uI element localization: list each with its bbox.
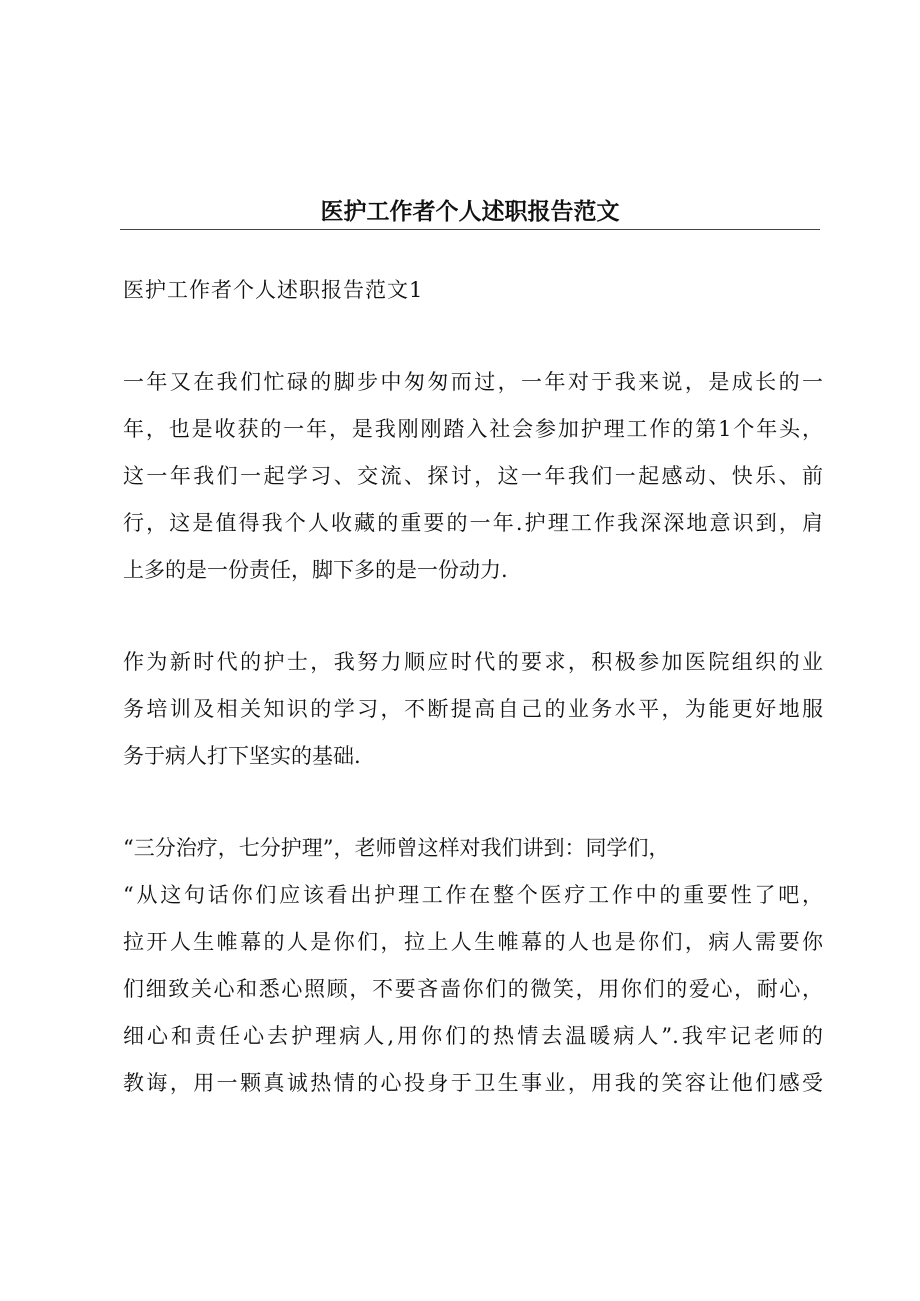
paragraph-line: 们细致关心和悉心照顾，不要吝啬你们的微笑，用你们的爱心，耐心， bbox=[123, 977, 823, 1001]
paragraph-line: 年，也是收获的一年，是我刚刚踏入社会参加护理工作的第1个年头， bbox=[123, 417, 823, 441]
paragraph-line: 这一年我们一起学习、交流、探讨，这一年我们一起感动、快乐、前 bbox=[123, 464, 823, 488]
paragraph-line: 一年又在我们忙碌的脚步中匆匆而过，一年对于我来说，是成长的一 bbox=[123, 370, 823, 394]
paragraph-line: “从这句话你们应该看出护理工作在整个医疗工作中的重要性了吧， bbox=[123, 883, 823, 907]
paragraph-line: 行，这是值得我个人收藏的重要的一年.护理工作我深深地意识到，肩 bbox=[123, 511, 823, 535]
document-title: 医护工作者个人述职报告范文 bbox=[320, 199, 620, 225]
title-divider bbox=[120, 229, 820, 230]
section-heading: 医护工作者个人述职报告范文1 bbox=[123, 278, 424, 302]
paragraph-line: 作为新时代的护士，我努力顺应时代的要求，积极参加医院组织的业 bbox=[123, 650, 823, 674]
paragraph-line: 细心和责任心去护理病人,用你们的热情去温暖病人”.我牢记老师的 bbox=[123, 1024, 823, 1048]
paragraph-line: 教诲，用一颗真诚热情的心投身于卫生事业，用我的笑容让他们感受 bbox=[123, 1071, 823, 1095]
paragraph-line: 务培训及相关知识的学习，不断提高自己的业务水平，为能更好地服 bbox=[123, 697, 823, 721]
paragraph-line: 拉开人生帷幕的人是你们，拉上人生帷幕的人也是你们，病人需要你 bbox=[123, 930, 823, 954]
paragraph-line: 务于病人打下坚实的基础. bbox=[123, 744, 361, 768]
paragraph-line: “三分治疗，七分护理”，老师曾这样对我们讲到：同学们， bbox=[123, 836, 670, 860]
paragraph-line: 上多的是一份责任，脚下多的是一份动力. bbox=[123, 558, 508, 582]
